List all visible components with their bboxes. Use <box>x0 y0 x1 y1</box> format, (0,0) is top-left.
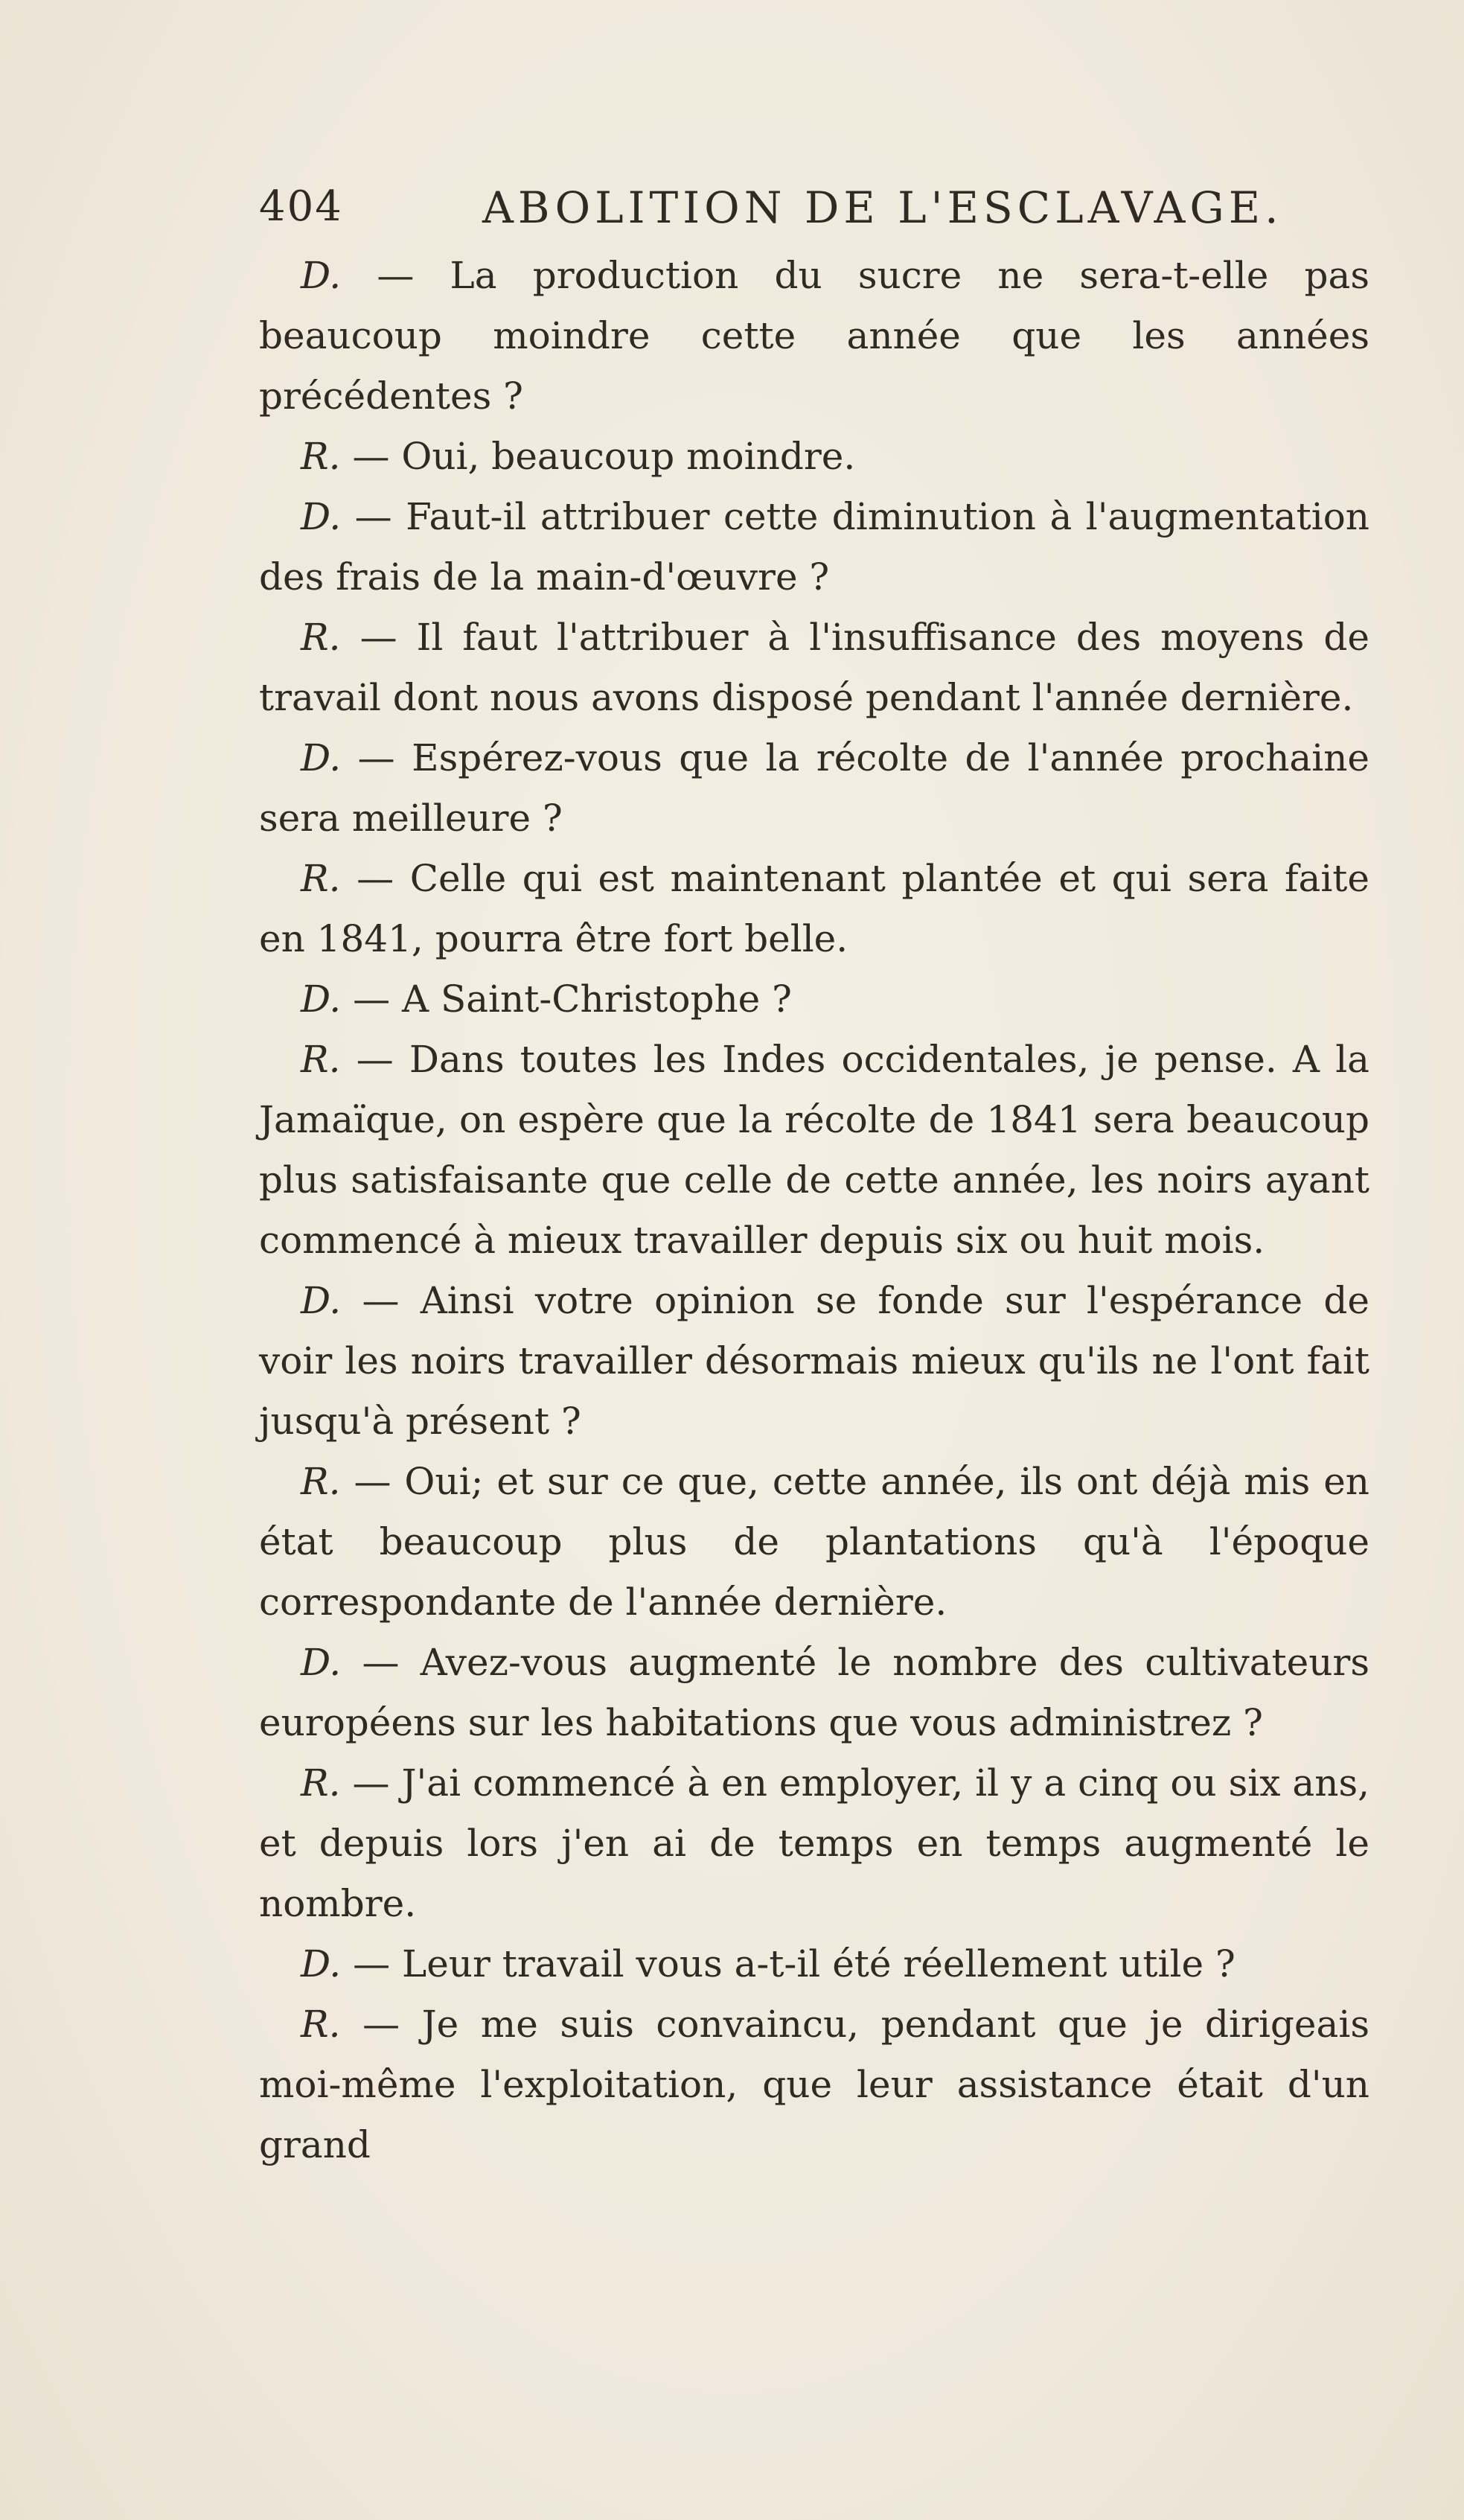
paragraph-text: — Je me suis convaincu, pendant que je dirigeais moi-même l'exploitation, que leur assistance était d'un grand <box>259 2003 1369 2166</box>
paragraph-text: — Oui; et sur ce que, cette année, ils ont déjà mis en état beaucoup plus de plantations qu'à l'époque correspondante de l'année dernière. <box>259 1460 1369 1624</box>
paragraph-text: — J'ai commencé à en employer, il y a cinq ou six ans, et depuis lors j'en ai de temps en temps augmenté le nombre. <box>259 1761 1369 1925</box>
speaker-label: R. <box>301 1761 341 1805</box>
speaker-label: R. <box>301 857 341 900</box>
dialogue-paragraph <box>259 1633 1369 1753</box>
paragraph-text: — Oui, beaucoup moindre. <box>340 435 856 478</box>
dialogue-paragraph <box>259 1934 1369 1994</box>
dialogue-paragraph <box>259 849 1369 969</box>
paragraph-text: — Il faut l'attribuer à l'insuffisance des moyens de travail dont nous avons disposé pendant l'année dernière. <box>259 616 1369 719</box>
speaker-label: D. <box>301 1279 342 1322</box>
paragraph-text: — Celle qui est maintenant plantée et qui sera faite en 1841, pourra être fort belle. <box>259 857 1369 960</box>
speaker-label: R. <box>301 1460 341 1503</box>
dialogue-paragraph <box>259 1271 1369 1452</box>
dialogue-paragraph <box>259 1030 1369 1271</box>
speaker-label: D. <box>301 736 342 779</box>
dialogue-paragraph <box>259 427 1369 487</box>
dialogue-paragraph <box>259 728 1369 849</box>
page-number: 404 <box>259 182 343 231</box>
dialogue-paragraph <box>259 969 1369 1030</box>
dialogue-paragraph <box>259 246 1369 427</box>
speaker-label: R. <box>301 616 341 659</box>
paragraph-text: — La production du sucre ne sera-t-elle pas beaucoup moindre cette année que les années précédentes ? <box>259 254 1369 418</box>
speaker-label: D. <box>301 1942 342 1985</box>
speaker-label: D. <box>301 495 342 538</box>
paragraph-text: — Avez-vous augmenté le nombre des cultivateurs européens sur les habitations que vous administrez ? <box>259 1641 1369 1744</box>
speaker-label: R. <box>301 2003 341 2046</box>
speaker-label: D. <box>301 977 342 1021</box>
dialogue-paragraph <box>259 607 1369 728</box>
speaker-label: R. <box>301 435 341 478</box>
dialogue-paragraph <box>259 487 1369 607</box>
dialogue-paragraph <box>259 1994 1369 2175</box>
body-text <box>259 246 1369 2175</box>
speaker-label: D. <box>301 1641 342 1684</box>
dialogue-paragraph <box>259 1452 1369 1633</box>
speaker-label: R. <box>301 1038 341 1081</box>
paragraph-text: — Faut-il attribuer cette diminution à l'augmentation des frais de la main-d'œuvre ? <box>259 495 1369 599</box>
paragraph-text: — Dans toutes les Indes occidentales, je pense. A la Jamaïque, on espère que la récolte de 1841 sera beaucoup plus satisfaisante que celle de cette année, les noirs ayant commencé à mieux travailler depuis six ou huit mois. <box>259 1038 1369 1262</box>
paragraph-text: — Espérez-vous que la récolte de l'année prochaine sera meilleure ? <box>259 736 1369 840</box>
paragraph-text: — Ainsi votre opinion se fonde sur l'espérance de voir les noirs travailler désormais mieux qu'ils ne l'ont fait jusqu'à présent ? <box>259 1279 1369 1443</box>
running-title: ABOLITION DE L'ESCLAVAGE. <box>482 182 1283 233</box>
page-header <box>259 182 1369 235</box>
paragraph-text: — A Saint-Christophe ? <box>341 977 792 1021</box>
paragraph-text: — Leur travail vous a-t-il été réellement utile ? <box>341 1942 1236 1985</box>
speaker-label: D. <box>301 254 342 297</box>
dialogue-paragraph <box>259 1753 1369 1934</box>
